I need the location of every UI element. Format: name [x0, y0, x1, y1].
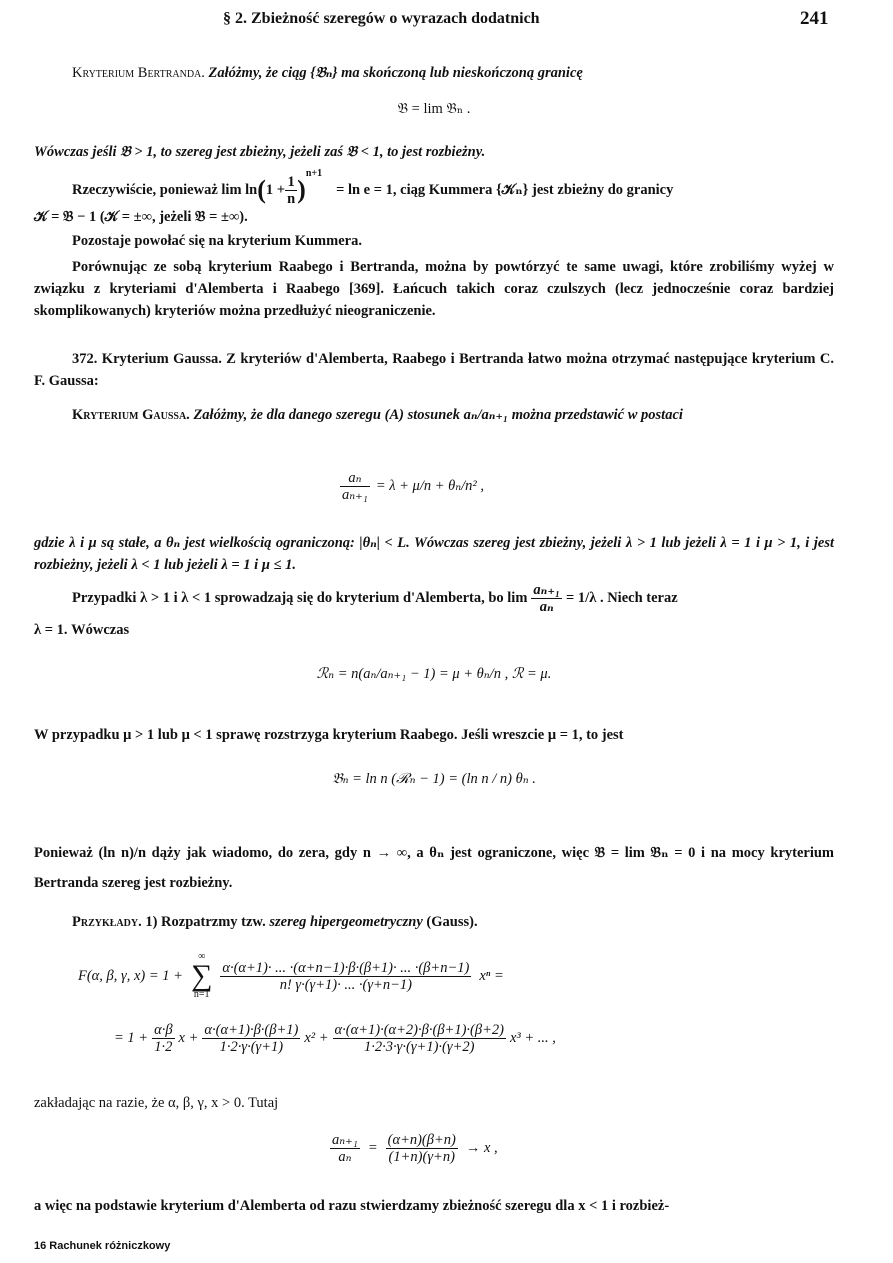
proof-text-a: Rzeczywiście, ponieważ lim ln: [72, 181, 258, 198]
sum-symbol: [191, 952, 212, 1000]
ratio-formula: [330, 1132, 498, 1165]
fraction-1-over-n: $\frac{1}{n}$: [287, 173, 296, 207]
cases-text-b: = 1/λ . Niech teraz: [566, 590, 678, 606]
exp-x2: x² +: [304, 1030, 329, 1046]
exp-term2-num: α·(α+1)·β·(β+1): [204, 1022, 299, 1038]
sum-upper: ∞: [198, 951, 206, 962]
proof-p2: Porównując ze sobą kryterium Raabego i Bertranda, można by powtórzyć te same uwagi, które zrobiliśmy wyżej w związku z kryteriami d'Alemberta i Raabego [369]. Łańcuch takich coraz czulszych (lecz jednocześnie coraz bardziej skomplikowanych) kryteriów można przedłużyć nieograniczenie.: [34, 259, 834, 319]
exp-one: = 1 +: [114, 1030, 149, 1046]
running-header: § 2. Zbieżność szeregów o wyrazach dodatnich: [223, 10, 540, 27]
bertrand-text: Załóżmy, że ciąg {𝔅ₙ} ma skończoną lub nieskończoną granicę: [208, 65, 583, 81]
exp-term2: [202, 1022, 300, 1055]
left-paren: (: [257, 175, 266, 204]
exp-x1: x +: [178, 1030, 199, 1046]
exp-term1-num: α·β: [154, 1022, 173, 1038]
ratio-left-den: aₙ: [338, 1149, 352, 1165]
ratio-left-num: aₙ₊₁: [332, 1132, 358, 1148]
cases-conclusion: Ponieważ (ln n)/n dąży jak wiadomo, do zera, gdy n → ∞, a θₙ jest ograniczone, więc 𝔅 = lim 𝔅ₙ = 0 i na mocy kryterium Bertranda szereg jest rozbieżny.: [34, 845, 834, 891]
exp-term1-den: 1·2: [154, 1039, 173, 1055]
last-line: a więc na podstawie kryterium d'Alemberta od razu stwierdzamy zbieżność szeregu dla x < 1 i rozbież-: [34, 1198, 670, 1214]
exp-term3: [333, 1022, 506, 1055]
one: 1 +: [265, 181, 286, 198]
printer-signature: 16 Rachunek różniczkowy: [34, 1240, 171, 1252]
series-tail: xⁿ =: [479, 967, 504, 984]
exp-term2-den: 1·2·γ·(γ+1): [219, 1039, 284, 1055]
ratio-right-den: (1+n)(γ+n): [388, 1149, 455, 1165]
right-paren: ): [297, 175, 306, 204]
bertrand-n-formula: 𝔅ₙ = ln n (ℛₙ − 1) = (ln n / n) θₙ .: [332, 771, 536, 787]
examples-label: Przykłady.: [72, 914, 142, 930]
exp-term3-num: α·(α+1)·(α+2)·β·(β+1)·(β+2): [334, 1022, 504, 1038]
examples-who: (Gauss).: [426, 914, 478, 930]
ratio-left: [330, 1132, 360, 1165]
lambda-one: λ = 1. Wówczas: [34, 622, 130, 638]
section-heading: 372. Kryterium Gaussa.: [72, 351, 222, 367]
series-term: [220, 960, 471, 993]
kummer-limit: 𝒦 = 𝔅 − 1 (𝒦 = ±∞, jeżeli 𝔅 = ±∞).: [34, 209, 248, 225]
gauss-conditions: gdzie λ i μ są stałe, a θₙ jest wielkością ograniczoną: |θₙ| < L. Wówczas szereg jest zbieżny, jeżeli λ > 1 lub jeżeli λ = 1 i μ > 1, i jest rozbieżny, jeżeli λ < 1 lub jeżeli λ = 1 i μ ≤ 1.: [34, 535, 834, 573]
gauss-label: Kryterium Gaussa.: [72, 407, 190, 423]
sum-lower: n=1: [193, 989, 210, 1000]
gauss-ratio: $\frac{\text{aₙ}}{\text{aₙ₊₁}}$: [342, 470, 368, 503]
gauss-formula: [340, 470, 484, 503]
cases-line: [72, 582, 678, 615]
raabe-formula: ℛₙ = n(aₙ/aₙ₊₁ − 1) = μ + θₙ/n , ℛ = μ.: [316, 666, 552, 682]
page-number: 241: [800, 8, 829, 29]
series-expansion: [114, 1022, 556, 1055]
raabe-text: W przypadku μ > 1 lub μ < 1 sprawę rozstrzyga kryterium Raabego. Jeśli wreszcie μ = 1, to jest: [34, 727, 624, 743]
equals-sign: =: [367, 1140, 378, 1156]
f-lhs: F(α, β, γ, x) = 1 +: [78, 967, 183, 984]
examples-intro: [72, 914, 478, 931]
exp-x3: x³ + ... ,: [509, 1030, 556, 1046]
proof-p1: Pozostaje powołać się na kryterium Kummera.: [72, 233, 362, 249]
gauss-statement: [34, 404, 834, 426]
assumption-line: zakładając na razie, że α, β, γ, x > 0. Tutaj: [34, 1095, 279, 1111]
sigma-icon: ∑: [190, 959, 213, 992]
series-numerator: α·(α+1)· ... ·(α+n−1)·β·(β+1)· ... ·(β+n−1): [222, 959, 470, 976]
cases-text-a: Przypadki λ > 1 i λ < 1 sprowadzają się do kryterium d'Alemberta, bo lim: [72, 590, 528, 606]
series-denominator: n! γ·(γ+1)· ... ·(γ+n−1): [279, 976, 412, 993]
examples-term: szereg hipergeometryczny: [269, 914, 423, 930]
proof-line: Rzeczywiście, ponieważ lim ln ( 1 + $\frac{1}{n}$ ) n+1 = ln e = 1, ciąg Kummera {𝒦ₙ} jest zbieżny do granicy: [72, 168, 674, 207]
ratio-right-num: (α+n)(β+n): [387, 1132, 456, 1148]
bertrand-label: Kryterium Bertranda.: [72, 65, 205, 81]
examples-text: 1) Rozpatrzmy tzw.: [145, 914, 266, 930]
proof-text-b: = ln e = 1, ciąg Kummera {𝒦ₙ} jest zbieżny do granicy: [336, 182, 674, 198]
dalembert-ratio: $\frac{\text{aₙ₊₁}}{\text{aₙ}}$: [533, 582, 561, 615]
ratio-right: [386, 1132, 458, 1165]
bertrand-conclusion: Wówczas jeśli 𝔅 > 1, to szereg jest zbieżny, jeżeli zaś 𝔅 < 1, to jest rozbieżny.: [34, 144, 486, 160]
exp-term1: [152, 1022, 174, 1055]
ratio-tail: → x ,: [465, 1140, 498, 1156]
bertrand-limit-formula: 𝔅 = lim 𝔅ₙ .: [397, 101, 471, 117]
hypergeometric-series: [78, 952, 504, 1000]
gauss-text: Załóżmy, że dla danego szeregu (A) stosunek aₙ/aₙ₊₁ można przedstawić w postaci: [193, 407, 683, 423]
section-372: [34, 348, 834, 392]
bertrand-statement: [72, 64, 583, 82]
exp-term3-den: 1·2·3·γ·(γ+1)·(γ+2): [364, 1039, 475, 1055]
gauss-rhs: = λ + μ/n + θₙ/n² ,: [375, 478, 485, 494]
section-intro: Z kryteriów d'Alemberta, Raabego i Bertranda łatwo można otrzymać następujące kryterium C. F. Gaussa:: [34, 351, 835, 389]
